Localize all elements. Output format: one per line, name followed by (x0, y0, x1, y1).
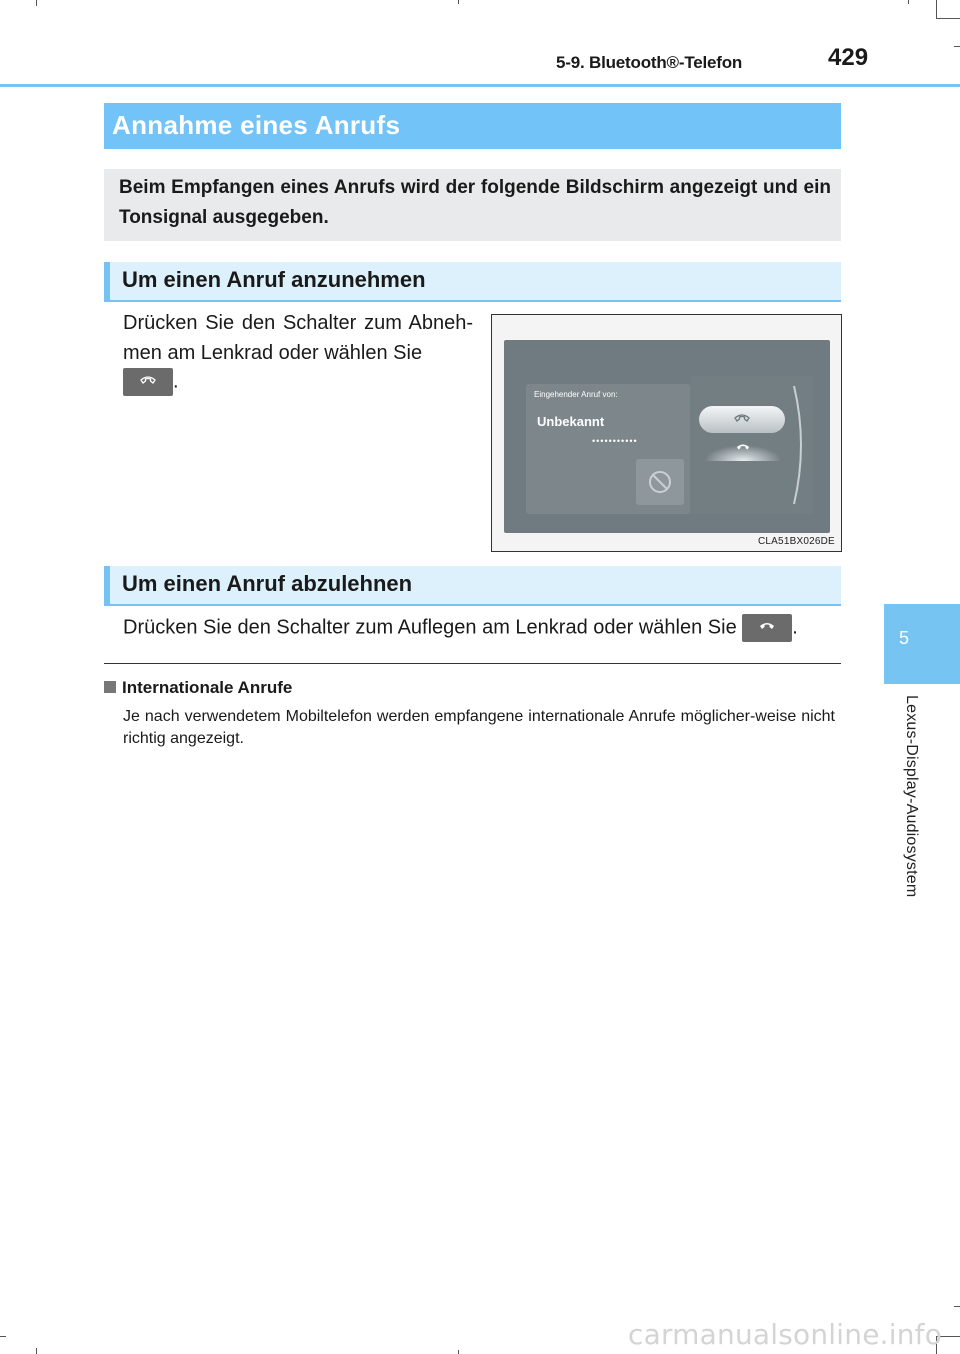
block-caller-button[interactable] (636, 459, 684, 505)
accept-instruction-text: Drücken Sie den Schalter zum Abneh-men am Lenkrad oder wählen Sie (123, 312, 473, 364)
intro-text: Beim Empfangen eines Anrufs wird der folgende Bildschirm angezeigt und ein Tonsignal ausgegeben. (119, 177, 831, 228)
intro-box (104, 169, 841, 241)
phone-answer-icon (140, 375, 156, 389)
subheading-accent (104, 566, 110, 604)
figure-incoming-call-screen (491, 314, 842, 552)
crop-mark (908, 0, 909, 4)
info-text: Je nach verwendetem Mobiltelefon werden empfangene internationale Anrufe möglicher-weise nicht richtig angezeigt. (123, 708, 835, 747)
chapter-number: 5 (898, 628, 909, 648)
crop-mark (0, 1336, 6, 1337)
answer-call-button[interactable] (123, 368, 173, 396)
subheading-label: Um einen Anruf abzulehnen (122, 571, 413, 596)
page-number: 429 (828, 44, 869, 71)
reject-instruction-text: Drücken Sie den Schalter zum Auflegen am Lenkrad oder wählen Sie (123, 616, 737, 639)
crop-mark (954, 46, 960, 47)
phone-answer-icon (734, 413, 750, 427)
caller-number-mask: ••••••••••• (592, 436, 638, 446)
chapter-title: Lexus-Display-Audiosystem (903, 695, 920, 898)
figure-decline-button[interactable] (704, 445, 782, 461)
phone-hangup-icon (736, 443, 750, 453)
chapter-tab (884, 604, 960, 684)
crop-mark (36, 0, 37, 6)
info-divider (104, 663, 841, 664)
main-title-bar (104, 103, 841, 149)
subheading-accept-call (104, 262, 841, 302)
crop-mark (458, 1350, 459, 1354)
section-title: 5-9. Bluetooth®-Telefon (556, 53, 743, 72)
subheading-accent (104, 262, 110, 300)
reject-call-button[interactable] (742, 614, 792, 642)
accept-button-row (123, 368, 179, 396)
square-bullet-icon (104, 681, 116, 693)
figure-code: CLA51BX026DE (758, 536, 835, 547)
figure-answer-button[interactable] (699, 406, 785, 433)
subheading-reject-call (104, 566, 841, 606)
reject-trailing-period: . (792, 616, 798, 639)
phone-hangup-icon (759, 621, 775, 635)
reject-instruction-row (123, 614, 798, 642)
no-symbol-icon (636, 459, 684, 505)
display-screen (504, 340, 830, 533)
info-heading (104, 678, 292, 698)
info-heading-label: Internationale Anrufe (122, 678, 293, 697)
accept-trailing-period: . (173, 370, 179, 393)
caller-caption: Eingehender Anruf von: (534, 390, 618, 399)
caller-panel (526, 384, 690, 514)
crop-mark (936, 18, 960, 19)
crop-mark (458, 0, 459, 4)
crop-mark (936, 0, 937, 18)
watermark: carmanualsonline.info (628, 1318, 943, 1351)
crop-mark (36, 1348, 37, 1354)
subheading-label: Um einen Anruf anzunehmen (122, 267, 426, 292)
main-title: Annahme eines Anrufs (112, 110, 401, 140)
header-rule (0, 84, 960, 87)
crop-mark (954, 1306, 960, 1307)
caller-name: Unbekannt (537, 414, 605, 429)
